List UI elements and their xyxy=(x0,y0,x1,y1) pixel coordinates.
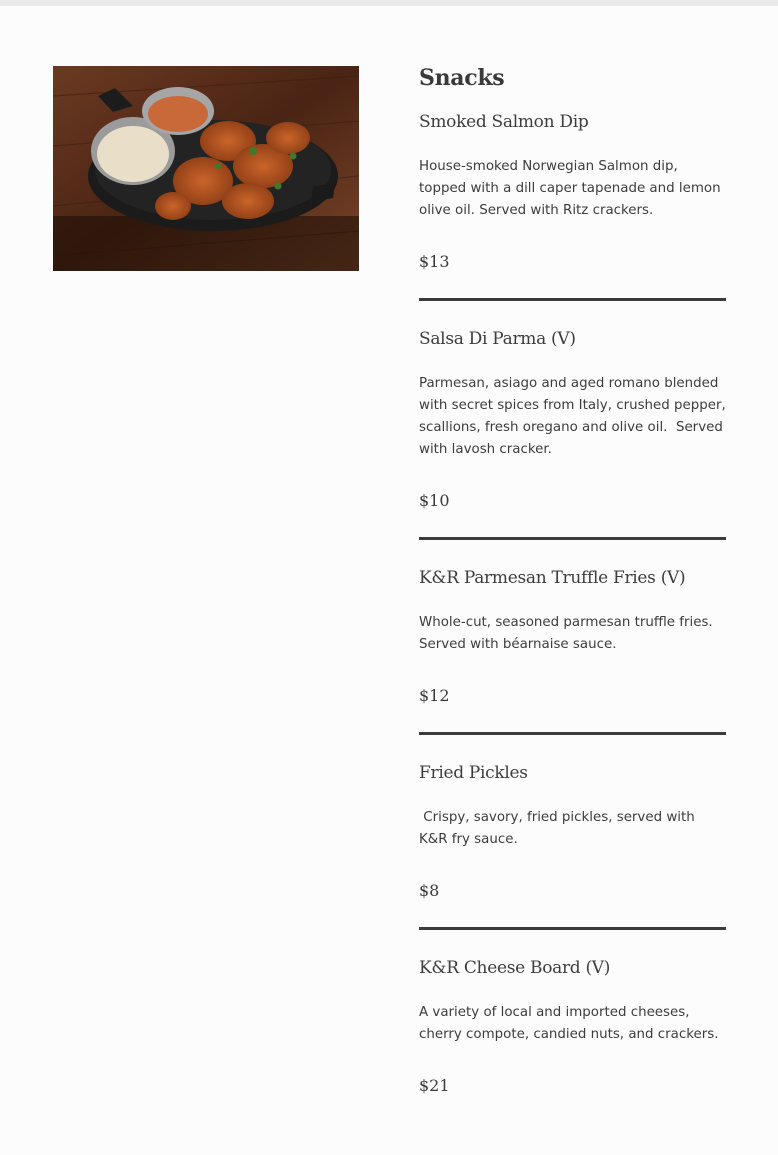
item-price: $21 xyxy=(419,1076,450,1095)
divider xyxy=(419,732,726,735)
divider xyxy=(419,537,726,540)
item-price: $13 xyxy=(419,252,450,271)
fried-chicken-dish-image xyxy=(53,66,359,271)
divider xyxy=(419,927,726,930)
menu-item xyxy=(419,956,726,1097)
item-description: A variety of local and imported cheeses, cherry compote, candied nuts, and crackers. xyxy=(419,1005,719,1042)
menu-item xyxy=(419,566,726,707)
item-price: $8 xyxy=(419,881,440,900)
item-name: Smoked Salmon Dip xyxy=(419,112,589,132)
divider xyxy=(419,298,726,301)
menu-item xyxy=(419,110,726,273)
item-description: Parmesan, asiago and aged romano blended with secret spices from Italy, crushed pepper, scallions, fresh oregano and olive oil. Served with lavosh cracker. xyxy=(419,376,731,457)
item-price: $12 xyxy=(419,686,450,705)
item-name: K&R Cheese Board (V) xyxy=(419,958,611,978)
item-name: Fried Pickles xyxy=(419,763,528,783)
top-strip xyxy=(0,0,778,6)
food-photo xyxy=(53,66,359,271)
menu-item xyxy=(419,761,726,902)
item-name: Salsa Di Parma (V) xyxy=(419,329,576,349)
menu-item xyxy=(419,327,731,512)
item-description: Whole-cut, seasoned parmesan truffle fries. Served with béarnaise sauce. xyxy=(419,615,717,652)
item-description: Crispy, savory, fried pickles, served with K&R fry sauce. xyxy=(419,810,700,847)
item-description: House-smoked Norwegian Salmon dip, topped with a dill caper tapenade and lemon olive oil. Served with Ritz crackers. xyxy=(419,159,725,218)
item-price: $10 xyxy=(419,491,450,510)
section-title: Snacks xyxy=(419,65,505,91)
item-name: K&R Parmesan Truffle Fries (V) xyxy=(419,568,686,588)
menu-section xyxy=(419,60,731,1097)
